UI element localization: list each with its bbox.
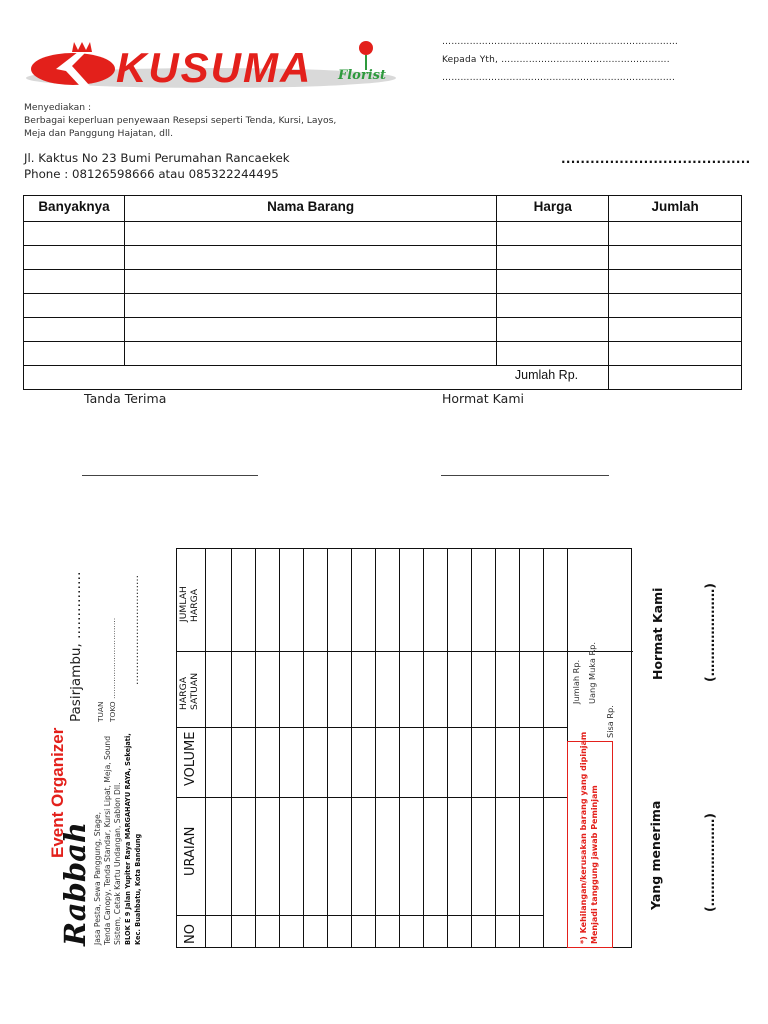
- kusuma-logo: [26, 38, 404, 100]
- table-cell[interactable]: [124, 318, 496, 342]
- hormat-kami-label: Hormat Kami: [442, 391, 524, 406]
- col-harga-satuan-line-1: HARGA: [178, 677, 189, 710]
- street-line: Jl. Kaktus No 23 Bumi Perumahan Rancaekek: [24, 151, 290, 165]
- table-cell[interactable]: [24, 222, 125, 246]
- receipt-service-line-1: Jasa Pesta, Sewa Panggung, Stage,: [93, 811, 102, 945]
- total-uang-muka: Uang Muka Rp.: [587, 642, 597, 704]
- services-line-1: Berbagai keperluan penyewaan Resepsi seperti Tenda, Kursi, Layos,: [24, 115, 337, 126]
- receipt-totals: [568, 642, 600, 704]
- table-cell[interactable]: [497, 342, 609, 366]
- date-dots: .......................................: [561, 152, 751, 166]
- table-cell[interactable]: [24, 294, 125, 318]
- invoice-table: [23, 195, 742, 390]
- table-cell[interactable]: [124, 222, 496, 246]
- col-jumlah-harga-line-1: JUMLAH: [178, 586, 189, 622]
- col-jumlah-harga-line-2: HARGA: [189, 589, 200, 622]
- table-row: [24, 222, 742, 246]
- receipt-tuan: TUAN: [96, 701, 105, 722]
- table-cell[interactable]: [24, 342, 125, 366]
- table-cell[interactable]: [609, 342, 742, 366]
- phone-line: Phone : 08126598666 atau 085322244495: [24, 167, 279, 181]
- table-cell[interactable]: [497, 222, 609, 246]
- receipt-table: [176, 548, 632, 948]
- header-nama-barang: Nama Barang: [124, 196, 496, 222]
- table-row: [24, 270, 742, 294]
- table-cell[interactable]: [24, 318, 125, 342]
- table-row: [24, 246, 742, 270]
- header-jumlah: Jumlah: [609, 196, 742, 222]
- tanda-terima-signature-line[interactable]: [82, 475, 258, 476]
- notice-line-1: *) Kehilangan/kerusakan barang yang dipinjam: [579, 731, 588, 944]
- tanda-terima-label: Tanda Terima: [84, 391, 167, 406]
- table-row: [24, 342, 742, 366]
- receipt-customer: [95, 618, 119, 722]
- header-banyaknya: Banyaknya: [24, 196, 125, 222]
- receipt-dots: ……………………………: [130, 575, 141, 685]
- total-jumlah: Jumlah Rp.: [571, 659, 581, 704]
- col-jumlah-harga: [178, 586, 200, 622]
- col-harga-satuan-line-2: SATUAN: [189, 672, 200, 710]
- shop-address: [24, 150, 290, 182]
- receipt-place-date: Pasirjambu, ……………: [68, 571, 84, 722]
- total-sisa: Sisa Rp.: [605, 705, 615, 738]
- table-cell[interactable]: [497, 246, 609, 270]
- invoice-header-row: [24, 196, 742, 222]
- receipt-services: [93, 733, 143, 945]
- table-cell[interactable]: [497, 318, 609, 342]
- services-line-2: Meja dan Panggung Hajatan, dll.: [24, 128, 174, 139]
- table-cell[interactable]: [124, 342, 496, 366]
- brand-sub: Florist: [338, 68, 386, 83]
- table-cell[interactable]: [609, 318, 742, 342]
- table-row: [24, 318, 742, 342]
- col-no: NO: [183, 924, 198, 944]
- hormat-kami-signature-line[interactable]: [441, 475, 609, 476]
- yang-menerima-label: Yang menerima: [648, 800, 663, 910]
- table-cell[interactable]: [609, 222, 742, 246]
- receipt-hormat-kami-label: Hormat Kami: [650, 587, 665, 680]
- services-description: [24, 101, 336, 140]
- brand-name: KUSUMA: [116, 44, 313, 91]
- col-uraian: URAIAN: [183, 826, 198, 876]
- table-row: [24, 294, 742, 318]
- table-cell[interactable]: [609, 270, 742, 294]
- services-title: Menyediakan :: [24, 102, 92, 113]
- total-value-cell[interactable]: [609, 366, 742, 390]
- header-harga: Harga: [497, 196, 609, 222]
- receipt-hormat-kami-signature[interactable]: (…………………): [702, 583, 717, 682]
- table-cell[interactable]: [24, 270, 125, 294]
- receipt-toko: TOKO ……………………………: [108, 617, 117, 722]
- event-organizer-title: Event Organizer: [48, 727, 67, 858]
- yang-menerima-signature[interactable]: (…………………): [702, 813, 717, 912]
- table-cell[interactable]: [124, 246, 496, 270]
- rabbah-logo: Rabbah: [58, 822, 92, 946]
- total-label: Jumlah Rp.: [24, 366, 609, 390]
- table-cell[interactable]: [24, 246, 125, 270]
- col-volume: VOLUME: [183, 731, 198, 786]
- table-cell[interactable]: [609, 294, 742, 318]
- receipt-service-line-2: Tenda Canopy, Tenda Standar, Kursi Lipat, Meja, Sound: [103, 735, 112, 945]
- receipt-address-line-1: BLOK E 9 Jalan Yupiter Raya MARGAHAYU RAYA, Sekejati,: [124, 733, 132, 945]
- notice-text: [578, 732, 600, 944]
- table-cell[interactable]: [497, 270, 609, 294]
- recipient-kepada: Kepada Yth, ……………………………………………….: [442, 55, 670, 65]
- notice-line-2: Menjadi tanggung jawab Peminjam: [590, 785, 599, 944]
- recipient-line-1: ………………………………………………………….….……: [442, 37, 679, 47]
- receipt-service-line-3: Sistem, Cetak Kartu Undangan, Sablon Dll.: [113, 782, 122, 945]
- recipient-line-3: ………………………………………………………………….: [442, 73, 676, 83]
- table-cell[interactable]: [497, 294, 609, 318]
- col-harga-satuan: [178, 673, 200, 710]
- receipt-address-line-2: Kec. Buahbatu, Kota Bandung: [134, 833, 142, 945]
- table-cell[interactable]: [609, 246, 742, 270]
- total-row: [24, 366, 742, 390]
- table-cell[interactable]: [124, 270, 496, 294]
- table-cell[interactable]: [124, 294, 496, 318]
